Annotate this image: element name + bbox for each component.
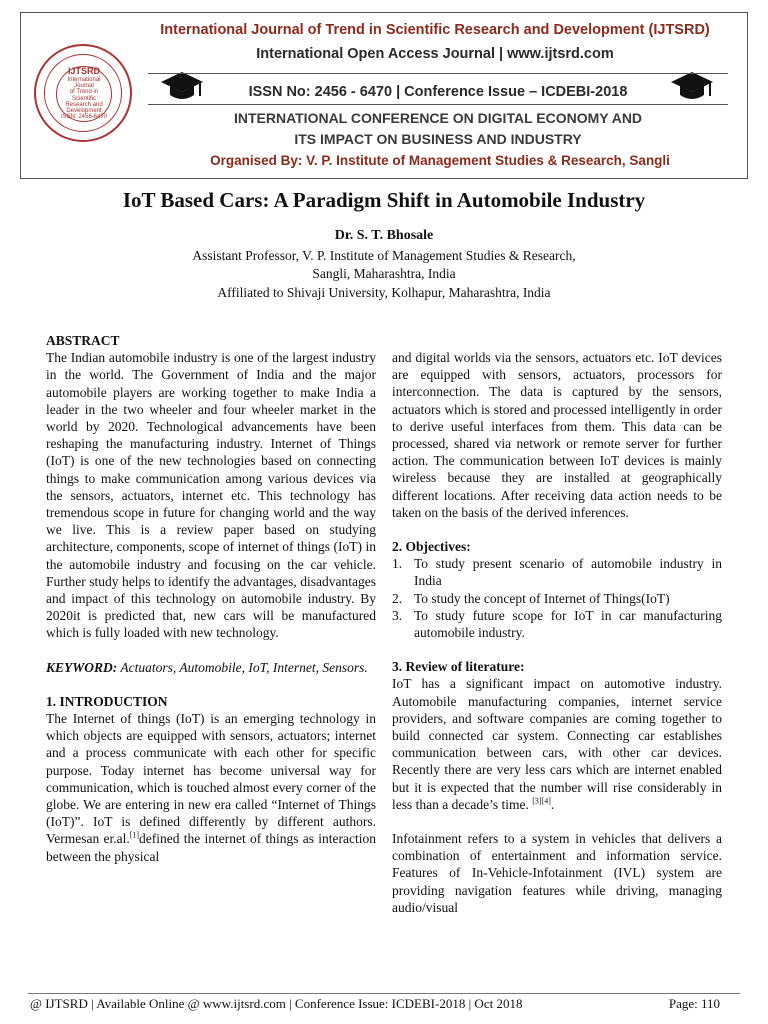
organiser-line: Organised By: V. P. Institute of Management Studies & Research, Sangli bbox=[210, 153, 670, 168]
seal-line: International Journal bbox=[67, 76, 101, 89]
seal-line: Development bbox=[66, 108, 102, 115]
introduction-text-part: The Internet of things (IoT) is an emerging technology in which objects are equipped with sensors, actuators; internet and a process communicate with each other for specific purpose. Today internet has become universal way for communication, which is touched almost every corner of the globe. We are entering in new era called “Internet of Things (IoT)”. IoT is defined differently by different authors. Vermesan er.al. bbox=[46, 711, 376, 847]
keywords bbox=[46, 659, 376, 676]
introduction-continued: and digital worlds via the sensors, actuators etc. IoT devices are equipped with sensors, actuators, processors for interconnection. The data is captured by the sensors, actuators which is stored and processed intelligently in order to derive useful interfaces from them. This data can be processed, shared via network or remote server for further action. The communication between IoT devices is mainly wireless because they are installed at geographically different locations. After receiving data action needs to be taken on the basis of the derived inferences. bbox=[392, 350, 722, 520]
seal-line: Research and bbox=[65, 101, 103, 108]
header-divider bbox=[148, 73, 728, 74]
objectives-list bbox=[392, 555, 722, 641]
list-text: To study present scenario of automobile industry in India bbox=[414, 556, 722, 589]
conference-title-line-2: ITS IMPACT ON BUSINESS AND INDUSTRY bbox=[294, 131, 582, 147]
list-item bbox=[392, 590, 722, 607]
review-text-part: IoT has a significant impact on automotive industry. Automobile manufacturing companies, internet service providers, and software companies are coming together to build connected car system. Connecting car establishes communication between cars, with other car devices. Recently there are very less cars which are internet enabled but it is expected that the number will rise considerably in less than a decade’s time. bbox=[392, 676, 722, 812]
list-item bbox=[392, 555, 722, 589]
objectives-heading: 2. Objectives: bbox=[392, 539, 471, 555]
header-divider bbox=[148, 104, 728, 105]
abstract-text: The Indian automobile industry is one of the largest industry in the world. The Government of India and the major automobile players are working together to make India a leader in the two wheeler and four wheeler market in the world by 2020. Technological advancements have been reshaping the manufacturing industry. Internet of Things (IoT) is one of the new technologies based on connecting things to make communication among various devices via the sensors, actuators, internet etc. This technology has tremendous scope in future for changing world and the way we live. This is a review paper based on studying architecture, components, scope of internet of things (IoT) in the automobile industry and focusing on the car vehicle. Further study helps to identify the advantages, disadvantages and impact of this technology on automobile industry. By 2020it is predicted that, new cars will be manufactured which is fully loaded with new technology. bbox=[46, 350, 376, 641]
graduation-cap-icon bbox=[160, 70, 204, 104]
introduction-text-part: defined the internet of things as interaction between the physical bbox=[46, 831, 376, 864]
introduction-heading: 1. INTRODUCTION bbox=[46, 693, 168, 709]
keyword-label: KEYWORD: bbox=[46, 659, 118, 675]
journal-name: International Journal of Trend in Scientific Research and Development (IJTSRD) bbox=[160, 22, 710, 38]
seal-line: IJTSRD bbox=[67, 66, 100, 77]
right-column bbox=[392, 349, 722, 916]
page-number: Page: 110 bbox=[668, 996, 720, 1011]
list-text: To study future scope for IoT in car manufacturing automobile industry. bbox=[414, 607, 722, 641]
footer-divider bbox=[28, 993, 740, 994]
seal-line: ISSN: 2456-6470 bbox=[60, 114, 108, 121]
left-column bbox=[46, 332, 376, 865]
review-heading: 3. Review of literature: bbox=[392, 659, 525, 675]
introduction-text bbox=[46, 710, 376, 865]
conference-title-line-1: INTERNATIONAL CONFERENCE ON DIGITAL ECONOMY AND bbox=[233, 110, 643, 126]
affiliation-line: Assistant Professor, V. P. Institute of Management Studies & Research, bbox=[192, 248, 576, 263]
list-number: 1. bbox=[392, 556, 403, 572]
review-text-part: . bbox=[550, 796, 555, 812]
paper-title: IoT Based Cars: A Paradigm Shift in Automobile Industry bbox=[122, 188, 646, 212]
issn-line: ISSN No: 2456 - 6470 | Conference Issue – ICDEBI-2018 bbox=[248, 84, 628, 100]
abstract-heading: ABSTRACT bbox=[46, 333, 120, 348]
review-text bbox=[392, 675, 722, 813]
seal-line: of Trend in Scientific bbox=[69, 89, 99, 102]
graduation-cap-icon bbox=[670, 70, 714, 104]
list-number: 3. bbox=[392, 607, 403, 623]
list-item bbox=[392, 607, 722, 641]
author-name: Dr. S. T. Bhosale bbox=[334, 228, 434, 243]
list-number: 2. bbox=[392, 590, 403, 606]
footer-text: @ IJTSRD | Available Online @ www.ijtsrd.com | Conference Issue: ICDEBI-2018 | Oct 2018 bbox=[30, 996, 523, 1011]
affiliation-line: Sangli, Maharashtra, India bbox=[312, 266, 456, 281]
infotainment-text: Infotainment refers to a system in vehicles that delivers a combination of entertainment and information service. Features of In-Vehicle-Infotainment (IVL) system are providing navigation features while driving, managing audio/visual bbox=[392, 831, 722, 915]
journal-seal-logo bbox=[34, 44, 132, 142]
citation: [1] bbox=[129, 830, 140, 840]
affiliation-line: Affiliated to Shivaji University, Kolhapur, Maharashtra, India bbox=[217, 285, 551, 300]
keyword-list: Actuators, Automobile, IoT, Internet, Sensors. bbox=[117, 659, 368, 675]
citation: [3][4] bbox=[532, 796, 551, 806]
journal-access-line: International Open Access Journal | www.ijtsrd.com bbox=[256, 46, 614, 62]
list-text: To study the concept of Internet of Things(IoT) bbox=[414, 590, 670, 606]
